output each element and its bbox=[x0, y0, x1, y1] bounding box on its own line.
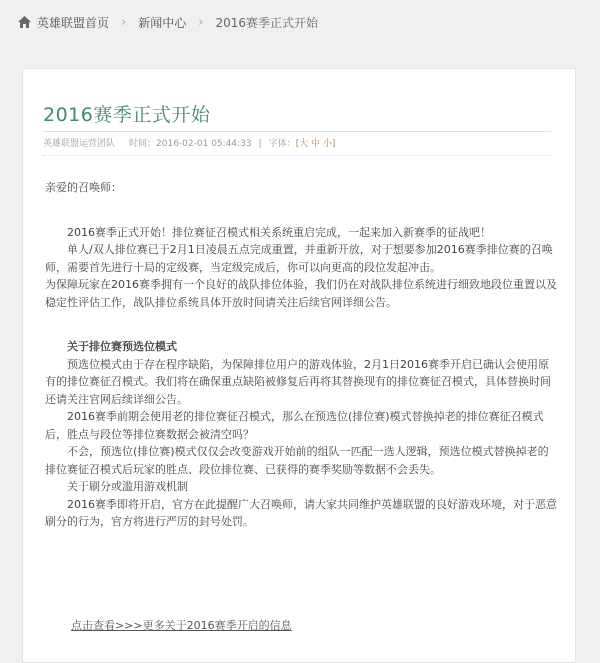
article-meta: 英雄联盟运营团队 时间：2016-02-01 05:44:33 | 字体：[大 中 小] bbox=[43, 139, 336, 149]
section-heading: 关于刷分或滥用游戏机制 bbox=[67, 480, 188, 493]
breadcrumb-separator: › bbox=[121, 14, 127, 30]
font-size-options[interactable]: [大 中 小] bbox=[295, 139, 336, 149]
paragraph: 2016赛季前期会使用老的排位赛征召模式，那么在预选位(排位赛)模式替换掉老的排位赛征召模式后，胜点与段位等排位赛数据会被清空吗？ bbox=[45, 410, 544, 441]
breadcrumb-current: 2016赛季正式开始 bbox=[215, 15, 318, 30]
article-time: 2016-02-01 05:44:33 bbox=[156, 139, 252, 149]
article-card bbox=[22, 68, 576, 663]
article-author: 英雄联盟运营团队 bbox=[43, 139, 116, 149]
paragraph: 为保障玩家在2016赛季拥有一个良好的战队排位体验，我们仍在对战队排位系统进行细致地段位重置以及稳定性评估工作，战队排位系统具体开放时间请关注后续官网详细公告。 bbox=[45, 278, 557, 309]
section-heading: 关于排位赛预选位模式 bbox=[67, 340, 177, 353]
greeting: 亲爱的召唤师： bbox=[45, 181, 122, 194]
paragraph: 预选位模式由于存在程序缺陷，为保障排位用户的游戏体验，2月1日2016赛季开启已确认会使用原有的排位赛征召模式。我们将在确保重点缺陷被修复后再将其替换现有的排位赛征召模式，具体替换时间还请关注官网后续详细公告。 bbox=[45, 357, 551, 406]
breadcrumb-separator: › bbox=[198, 14, 204, 30]
paragraph: 2016赛季正式开始！排位赛征召模式相关系统重启完成，一起来加入新赛季的征战吧！ bbox=[67, 225, 491, 239]
breadcrumb-home-link[interactable]: 英雄联盟首页 bbox=[37, 15, 110, 30]
meta-divider bbox=[43, 155, 551, 156]
breadcrumb bbox=[0, 0, 600, 44]
paragraph: 2016赛季即将开启，官方在此提醒广大召唤师，请大家共同维护英雄联盟的良好游戏环境，对于恶意刷分的行为，官方将进行严厉的封号处罚。 bbox=[45, 497, 557, 528]
paragraph: 不会，预选位(排位赛)模式仅仅会改变游戏开始前的组队一匹配一选人逻辑，预选位模式替换掉老的排位赛征召模式后玩家的胜点、段位排位赛、已获得的赛季奖励等数据不会丢失。 bbox=[45, 445, 549, 476]
article-body bbox=[45, 179, 557, 531]
more-info-link[interactable]: 点击查看>>>更多关于2016赛季开启的信息 bbox=[71, 619, 292, 632]
article-title: 2016赛季正式开始 bbox=[43, 104, 211, 126]
paragraph: 单人/双人排位赛已于2月1日凌晨五点完成重置，并重新开放，对于想要参加2016赛季排位赛的召唤师，需要首先进行十局的定级赛，当定级完成后，你可以向更高的段位发起冲击。 bbox=[45, 243, 553, 274]
title-divider bbox=[43, 131, 551, 132]
time-label: 时间： bbox=[129, 139, 157, 149]
font-size-label: 字体： bbox=[268, 139, 296, 149]
home-icon bbox=[18, 16, 31, 28]
breadcrumb-news-link[interactable]: 新闻中心 bbox=[138, 15, 187, 30]
